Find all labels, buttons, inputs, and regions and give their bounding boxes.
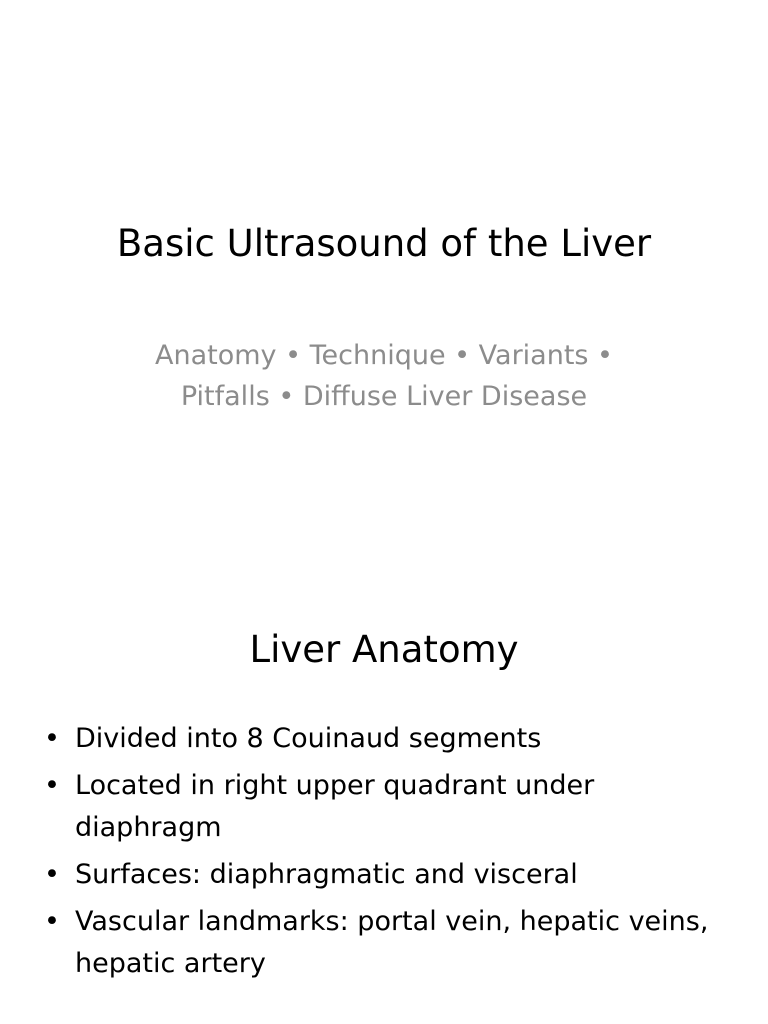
slide-liver-anatomy	[0, 576, 768, 1024]
bullet-item	[40, 854, 740, 896]
bullet-item	[40, 765, 740, 849]
bullet-icon: •	[44, 723, 60, 754]
bullet-text: Vascular landmarks: portal vein, hepatic veins, hepatic artery	[75, 906, 709, 979]
subtitle-line: Anatomy • Technique • Variants •	[155, 340, 613, 371]
bullet-icon: •	[44, 770, 60, 801]
slide-title-heading: Basic Ultrasound of the Liver	[116, 222, 652, 265]
bullet-item	[40, 718, 740, 760]
slide-heading: Liver Anatomy	[249, 628, 519, 671]
bullet-text: Divided into 8 Couinaud segments	[75, 723, 542, 754]
bullet-icon: •	[44, 906, 60, 937]
bullet-text: Located in right upper quadrant under diaphragm	[75, 770, 595, 843]
slide-subtitle	[84, 335, 684, 417]
bullet-text: Surfaces: diaphragmatic and visceral	[75, 859, 578, 890]
subtitle-line: Pitfalls • Diffuse Liver Disease	[180, 381, 588, 412]
bullet-item	[40, 901, 740, 985]
bullet-list	[40, 718, 740, 990]
bullet-icon: •	[44, 859, 60, 890]
